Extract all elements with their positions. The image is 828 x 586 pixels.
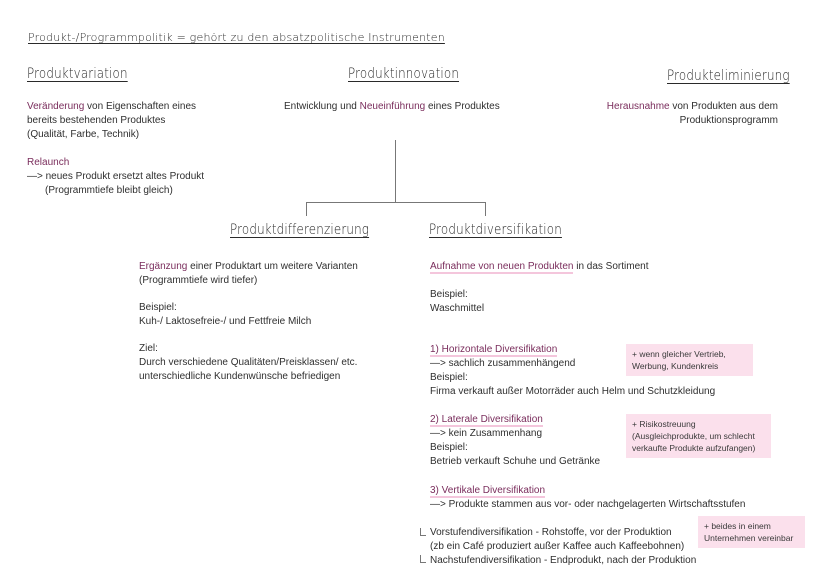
heading-produktdifferenzierung: Produktdifferenzierung [230,222,370,238]
highlight-aufnahme: Aufnahme von neuen Produkten [430,261,574,272]
innovation-description [284,100,544,114]
branch-mark-nach-h [420,562,426,563]
heading-produktinnovation: Produktinnovation [348,66,460,82]
eliminierung-desc-1: von Produkten aus dem [669,101,778,112]
diversifikation-beispiel-text: Waschmittel [430,303,485,314]
horizontal-line-2: Beispiel: [430,372,468,383]
innovation-desc-b: eines Produktes [425,101,500,112]
relaunch-line-1: —> neues Produkt ersetzt altes Produkt [27,171,205,182]
variation-desc-1: von Eigenschaften eines [84,101,197,112]
vorstufen-line-1: Vorstufendiversifikation - Rohstoffe, vor der Produktion [430,527,672,538]
highlight-veraenderung: Veränderung [27,101,85,112]
highlight-neueinfuehrung: Neueinführung [359,101,426,112]
note-lateral-2: (Ausgleichprodukte, um schlecht verkaufte Produkte aufzufangen) [632,431,756,453]
branch-mark-vor-h [420,535,426,536]
note-vertikal: + beides in einem Unternehmen vereinbar [698,516,805,548]
lateral-line-3: Betrieb verkauft Schuhe und Getränke [430,456,601,467]
lateral-block [430,413,630,469]
differenzierung-ziel-1: Durch verschiedene Qualitäten/Preisklassen/ etc. [139,357,358,368]
vertikal-title: 3) Vertikale Diversifikation [430,485,546,496]
eliminierung-description [588,100,778,128]
differenzierung-ziel [139,342,389,384]
diversifikation-beispiel-label: Beispiel: [430,289,468,300]
horizontal-line-1: —> sachlich zusammenhängend [430,358,576,369]
heading-produktdiversifikation: Produktdiversifikation [429,222,562,238]
branch-mark-vor-v [420,528,421,535]
vorstufen-line-2: (zb ein Café produziert außer Kaffee auch Kaffeebohnen) [430,541,685,552]
differenzierung-ziel-2: unterschiedliche Kundenwünsche befriedigen [139,371,341,382]
lateral-line-1: —> kein Zusammenhang [430,428,543,439]
vertikal-block [430,484,790,512]
differenzierung-desc-2: (Programmtiefe wird tiefer) [139,275,258,286]
note-lateral [626,414,771,458]
innovation-desc-a: Entwicklung und [284,101,360,112]
relaunch-line-2: (Programmtiefe bleibt gleich) [45,185,173,196]
connector-horizontal [306,202,486,203]
horizontal-line-3: Firma verkauft außer Motorräder auch Helm und Schutzkleidung [430,386,716,397]
differenzierung-ziel-label: Ziel: [139,343,158,354]
page-title: Produkt-/Programmpolitik = gehört zu den absatzpolitische Instrumenten [28,31,445,44]
horizontal-title: 1) Horizontale Diversifikation [430,344,558,355]
variation-desc-2: bereits bestehenden Produktes [27,115,166,126]
diversifikation-beispiel [430,288,630,316]
note-lateral-1: + Risikostreuung [632,419,696,429]
connector-left-drop [306,202,307,216]
differenzierung-beispiel-label: Beispiel: [139,302,177,313]
branch-mark-nach-v [420,555,421,562]
variation-desc-3: (Qualität, Farbe, Technik) [27,129,140,140]
heading-produktvariation: Produktvariation [27,66,128,82]
connector-vertical-main [395,140,396,202]
differenzierung-beispiel [139,301,389,329]
vertikal-sub-block [430,526,710,568]
variation-description [27,100,247,142]
diversifikation-desc-b: in das Sortiment [573,261,649,272]
note-horizontal: + wenn gleicher Vertrieb, Werbung, Kundenkreis [626,344,753,376]
highlight-ergaenzung: Ergänzung [139,261,188,272]
differenzierung-beispiel-text: Kuh-/ Laktosefreie-/ und Fettfreie Milch [139,316,312,327]
vertikal-line-1: —> Produkte stammen aus vor- oder nachgelagerten Wirtschaftsstufen [430,499,746,510]
relaunch-block [27,156,267,198]
connector-right-drop [485,202,486,216]
differenzierung-description [139,260,389,288]
diversifikation-description [430,260,690,274]
nachstufen-line: Nachstufendiversifikation - Endprodukt, nach der Produktion [430,555,697,566]
heading-produkteliminierung: Produkteliminierung [667,68,790,84]
highlight-relaunch: Relaunch [27,157,70,168]
lateral-title: 2) Laterale Diversifikation [430,414,543,425]
differenzierung-desc-1: einer Produktart um weitere Varianten [187,261,358,272]
lateral-line-2: Beispiel: [430,442,468,453]
eliminierung-desc-2: Produktionsprogramm [679,115,778,126]
highlight-herausnahme: Herausnahme [606,101,670,112]
